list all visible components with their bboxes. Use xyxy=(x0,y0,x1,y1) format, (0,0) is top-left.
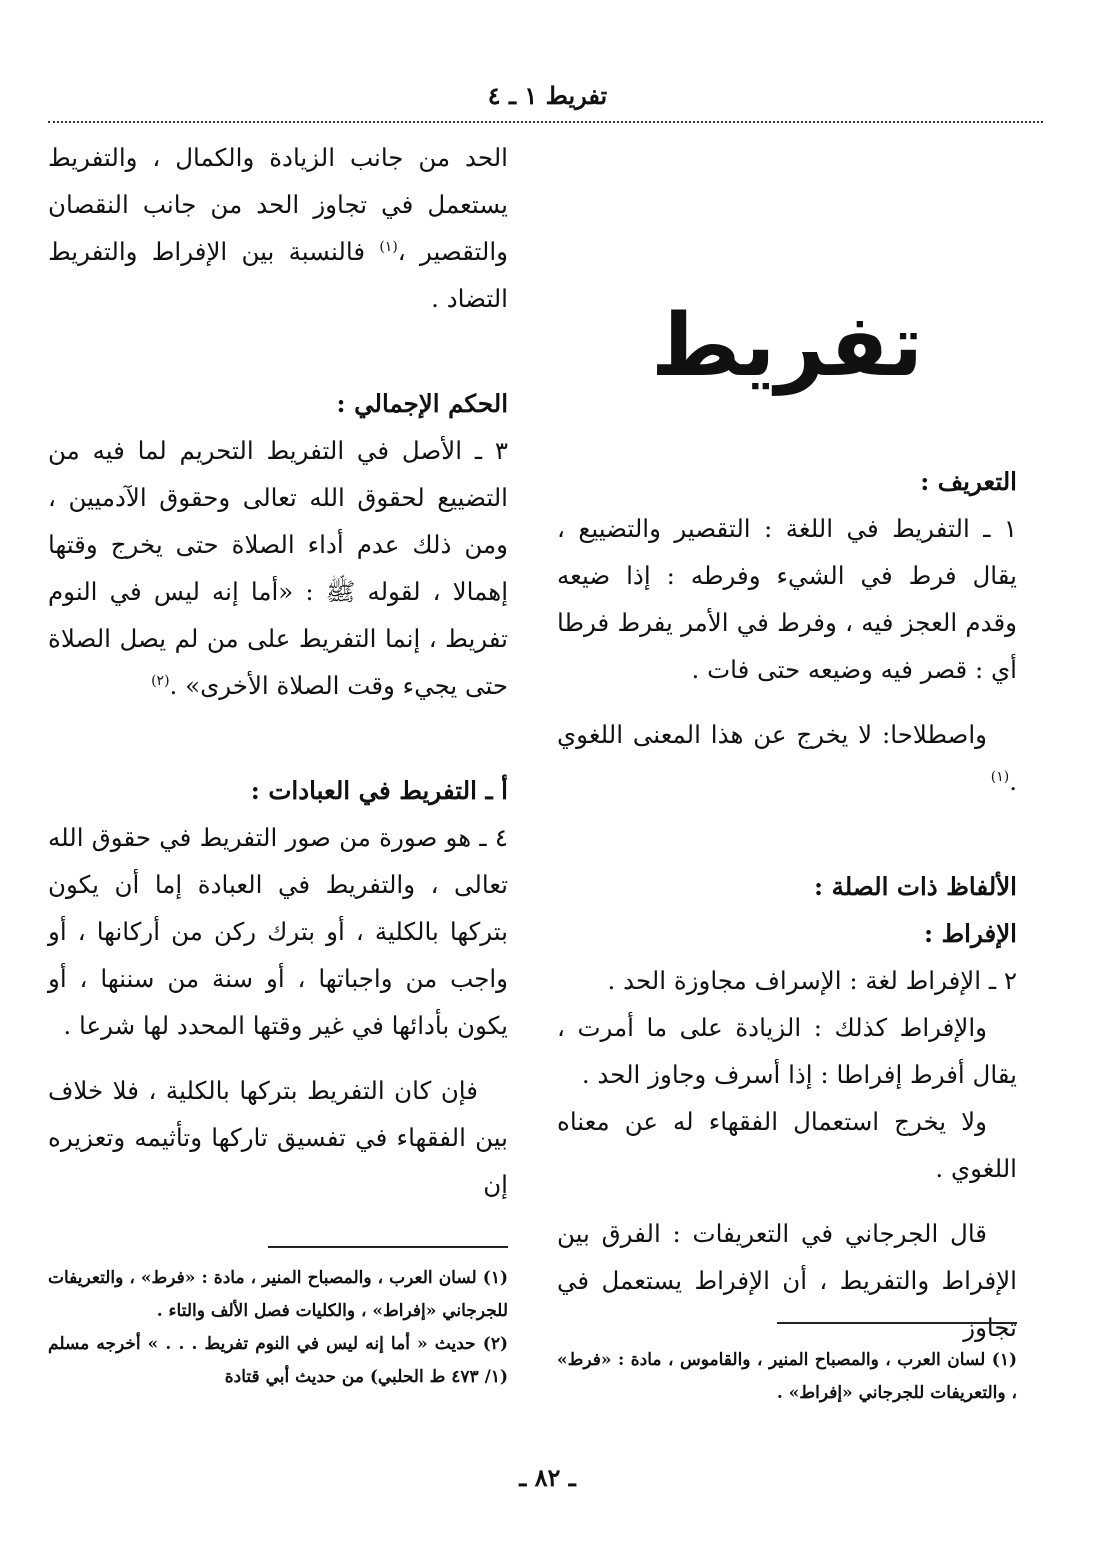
ruling-heading: الحكم الإجمالي : xyxy=(336,389,508,418)
footnotes-right xyxy=(557,1344,1017,1410)
footnote-marker: (١) xyxy=(379,238,398,255)
continuation-paragraph xyxy=(48,134,508,322)
ifrat-heading: الإفراط : xyxy=(923,919,1017,948)
worship-heading: أ ـ التفريط في العبادات : xyxy=(250,776,508,805)
footnote-marker: (٢) xyxy=(151,672,170,689)
footnotes-left xyxy=(48,1262,508,1394)
footnote-rule-left xyxy=(268,1246,508,1248)
page-number: ـ ٨٢ ـ xyxy=(519,1463,576,1492)
jurjani-paragraph: قال الجرجاني في التعريفات : الفرق بين الإفراط والتفريط ، أن الإفراط يستعمل في تجاوز xyxy=(557,1219,1017,1342)
continuation-text-a: الحد من جانب الزيادة والكمال ، والتفريط يستعمل في تجاوز الحد من جانب النقصان والتقصير ، xyxy=(48,143,509,266)
ruling-paragraph xyxy=(48,427,508,709)
ifrat-also-paragraph: والإفراط كذلك : الزيادة على ما أمرت ، يقال أفرط إفراطا : إذا أسرف وجاوز الحد . xyxy=(557,1013,1017,1089)
continuation-text-b: فالنسبة بين الإفراط والتفريط التضاد . xyxy=(48,237,508,313)
entry-title: تفريط xyxy=(650,296,924,396)
technical-definition-paragraph xyxy=(557,711,1017,805)
right-column xyxy=(557,134,1017,1351)
left-column xyxy=(48,134,508,1208)
ifrat-usage-paragraph: ولا يخرج استعمال الفقهاء له عن معناه اللغوي . xyxy=(557,1107,1017,1183)
footnote-2-left: (٢) حديث « أما إنه ليس في النوم تفريط . . . » أخرجه مسلم (١/ ٤٧٣ ط الحلبي) من حديث أبي قتادة xyxy=(48,1334,508,1387)
definition-paragraph: ١ ـ التفريط في اللغة : التقصير والتضييع ، يقال فرط في الشيء وفرطه : إذا ضيعه وقدم العجز فيه ، وفرط في الأمر يفرط فرطا أي : قصر فيه وضيعه حتى فات . xyxy=(557,514,1017,684)
definition-heading: التعريف : xyxy=(920,467,1017,496)
footnote-1-left: (١) لسان العرب ، والمصباح المنير ، مادة : «فرط» ، والتعريفات للجرجاني «إفراط» ، والكليات فصل الألف والتاء . xyxy=(48,1268,508,1321)
footnote-1-right: (١) لسان العرب ، والمصباح المنير ، والقاموس ، مادة : «فرط» ، والتعريفات للجرجاني «إفراط» . xyxy=(557,1350,1017,1403)
ifrat-linguistic-paragraph: ٢ ـ الإفراط لغة : الإسراف مجاوزة الحد . xyxy=(607,966,1017,995)
abandonment-paragraph: فإن كان التفريط بتركها بالكلية ، فلا خلاف بين الفقهاء في تفسيق تاركها وتأثيمه وتعزيره إن xyxy=(48,1076,508,1199)
running-title: تفريط ١ ـ ٤ xyxy=(487,81,608,110)
footnote-rule-right xyxy=(777,1322,1017,1324)
footnote-marker: (١) xyxy=(990,768,1010,785)
related-terms-heading: الألفاظ ذات الصلة : xyxy=(814,872,1017,901)
technical-definition-text: واصطلاحا: لا يخرج عن هذا المعنى اللغوي . xyxy=(557,720,1017,796)
ruling-text: ٣ ـ الأصل في التفريط التحريم لما فيه من التضييع لحقوق الله تعالى وحقوق الآدميين ، ومن ذلك عدم أداء الصلاة حتى يخرج وقتها إهمالا ، لقوله ﷺ : «أما إنه ليس في النوم تفريط ، إنما التفريط على من لم يصل الصلاة حتى يجيء وقت الصلاة الأخرى» . xyxy=(48,436,508,700)
header-dotted-rule xyxy=(48,121,1043,123)
worship-paragraph: ٤ ـ هو صورة من صور التفريط في حقوق الله تعالى ، والتفريط في العبادة إما أن يكون بتركها بالكلية ، أو بترك ركن من أركانها ، أو واجب من واجباتها ، أو سنة من سننها ، أو يكون بأدائها في غير وقتها المحدد لها شرعا . xyxy=(48,823,508,1040)
